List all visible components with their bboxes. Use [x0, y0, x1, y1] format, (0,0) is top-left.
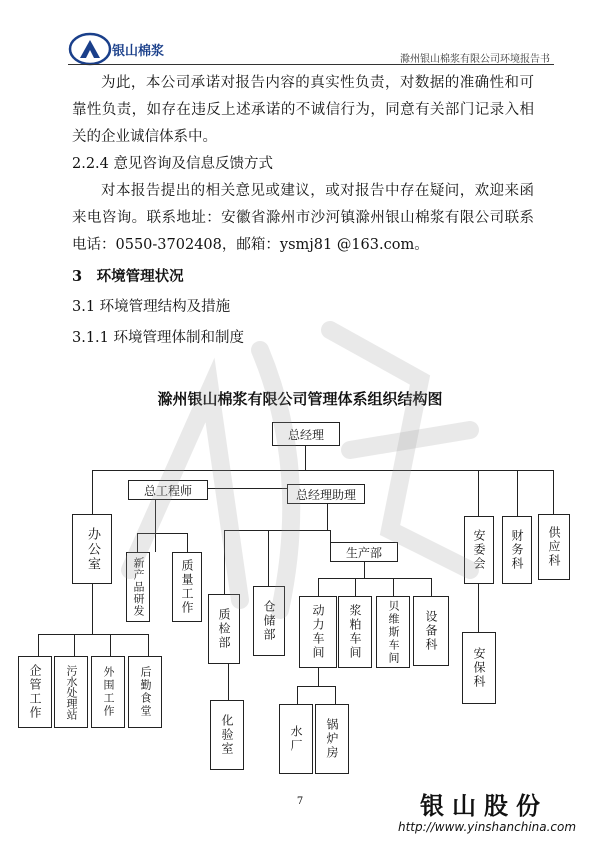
- connector: [110, 634, 111, 656]
- connector: [92, 470, 554, 471]
- connector: [355, 578, 356, 596]
- connector: [148, 634, 149, 656]
- connector: [335, 686, 336, 704]
- page-number: 7: [296, 796, 304, 807]
- connector: [330, 530, 331, 542]
- company-logo-icon: [68, 32, 112, 66]
- box-equipment-section: 设备科: [413, 596, 449, 666]
- watermark-url: http://www.yinshanchina.com: [398, 820, 577, 834]
- section-heading-2-2-4: 2.2.4 意见咨询及信息反馈方式: [72, 156, 274, 172]
- connector: [268, 530, 269, 586]
- org-chart-title: 滁州银山棉浆有限公司管理体系组织结构图: [157, 390, 443, 408]
- connector: [327, 504, 328, 530]
- box-supply-section: 供应科: [538, 514, 570, 580]
- logo-text: 银山棉浆: [112, 44, 165, 59]
- org-chart: [0, 388, 600, 788]
- connector: [208, 488, 287, 489]
- connector: [38, 634, 39, 656]
- box-office: 办公室: [72, 514, 112, 584]
- body-content: [72, 70, 534, 352]
- connector: [318, 666, 319, 686]
- box-qc-dept: 质检部: [208, 594, 240, 664]
- section-heading-3: 3 环境管理状况: [72, 268, 184, 285]
- box-chief-engineer: 总工程师: [128, 480, 208, 500]
- connector: [364, 562, 365, 578]
- box-safety-committee: 安委会: [464, 516, 494, 584]
- box-sewage-station: 污水处理站: [54, 656, 88, 728]
- connector: [74, 634, 75, 656]
- contact-paragraph: 对本报告提出的相关意见或建议，或对报告中存在疑问，欢迎来函来电咨询。联系地址：安徽省滁州市沙河镇滁州银山棉浆有限公司联系电话：0550-3702408，邮箱：ysmj81 @163.com。: [72, 183, 534, 253]
- box-external-work: 外围工作: [91, 656, 125, 728]
- section-heading-3-1: 3.1 环境管理结构及措施: [72, 299, 231, 315]
- connector: [553, 470, 554, 516]
- box-boiler-room: 锅炉房: [315, 704, 349, 774]
- connector: [318, 578, 319, 596]
- box-pulp-workshop: 浆粕车间: [338, 596, 372, 668]
- commitment-paragraph: 为此，本公司承诺对报告内容的真实性负责，对数据的准确性和可靠性负责，如存在违反上述承诺的不诚信行为，同意有关部门记录入相关的企业诚信体系中。: [72, 75, 534, 145]
- connector: [137, 533, 138, 553]
- box-power-workshop: 动力车间: [299, 596, 337, 668]
- box-security-section: 安保科: [462, 632, 496, 704]
- connector: [431, 578, 432, 596]
- box-beiweisi-workshop: 贝维斯车间: [376, 596, 410, 668]
- connector: [478, 470, 479, 516]
- connector: [297, 686, 298, 704]
- connector: [155, 500, 156, 552]
- connector: [224, 530, 330, 531]
- connector: [517, 470, 518, 516]
- box-enterprise-mgmt: 企管工作: [18, 656, 52, 728]
- connector: [478, 584, 479, 632]
- box-warehouse-dept: 仓储部: [253, 586, 285, 656]
- section-heading-3-1-1: 3.1.1 环境管理体制和制度: [72, 330, 245, 346]
- box-lab: 化验室: [210, 700, 244, 770]
- connector: [305, 446, 306, 470]
- connector: [393, 578, 394, 596]
- connector: [92, 584, 93, 634]
- box-production-dept: 生产部: [330, 542, 398, 562]
- document-title: 滁州银山棉浆有限公司环境报告书: [400, 54, 550, 65]
- header-divider: [68, 64, 554, 65]
- connector: [224, 530, 225, 594]
- box-new-product-rd: 新产品研发: [126, 552, 150, 622]
- box-assistant-gm: 总经理助理: [287, 484, 365, 504]
- page-header: [0, 0, 600, 66]
- box-finance-section: 财务科: [502, 516, 532, 584]
- box-canteen: 后勤食堂: [128, 656, 162, 728]
- connector: [187, 533, 188, 553]
- box-water-plant: 水厂: [279, 704, 313, 774]
- connector: [228, 664, 229, 700]
- watermark-text: 银山股份: [420, 792, 548, 820]
- connector: [92, 470, 93, 514]
- box-general-manager: 总经理: [272, 422, 340, 446]
- connector: [38, 634, 148, 635]
- connector: [297, 686, 335, 687]
- connector: [137, 533, 187, 534]
- connector: [318, 578, 432, 579]
- box-quality-work: 质量工作: [172, 552, 202, 622]
